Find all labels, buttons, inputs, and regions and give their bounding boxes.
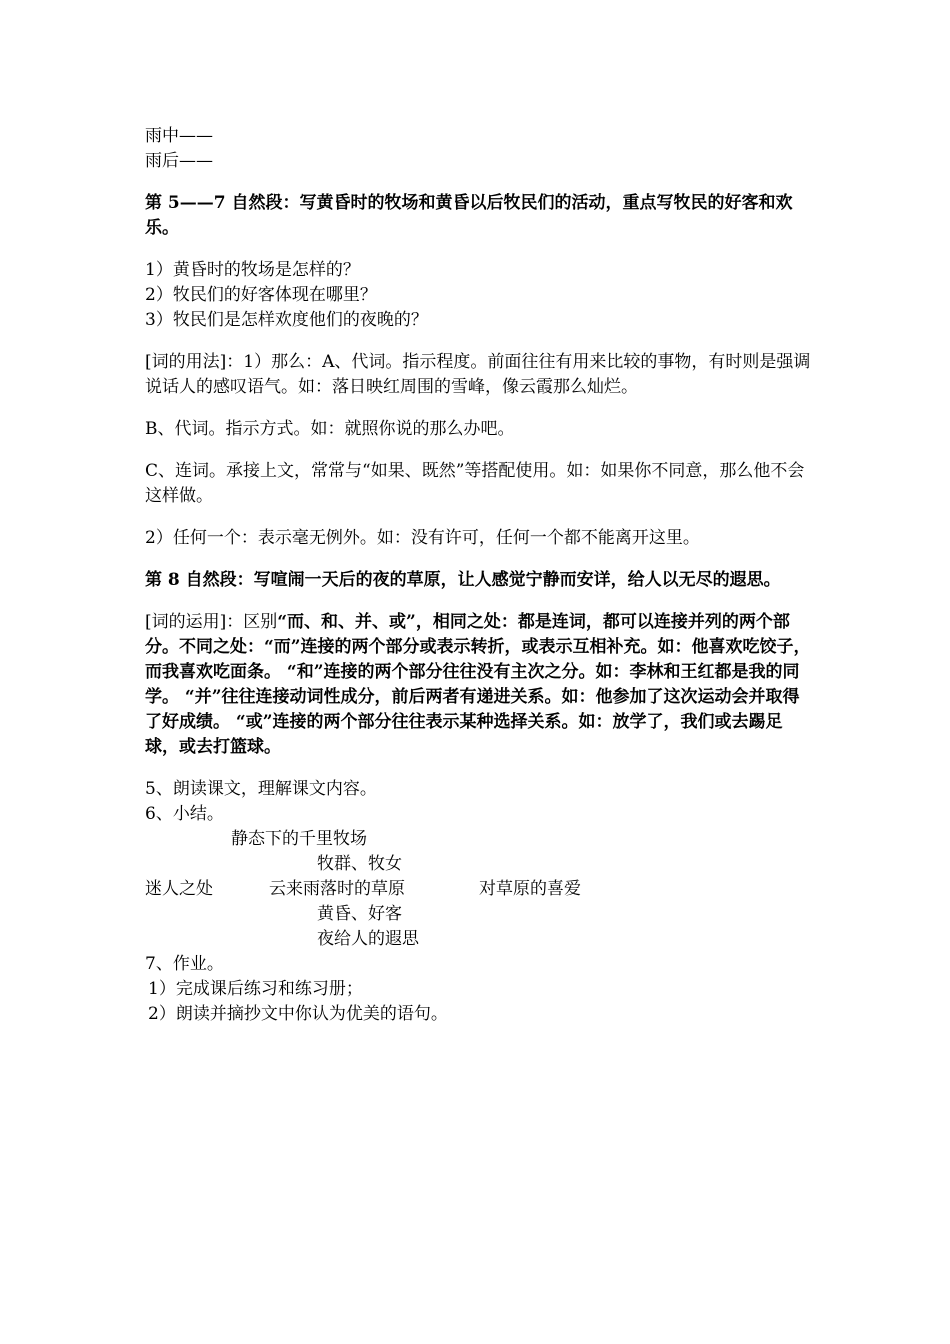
summary-board xyxy=(145,827,815,952)
summary-item-3: 云来雨落时的草原 xyxy=(269,879,405,899)
word-application xyxy=(145,610,815,760)
question-2: 2）牧民们的好客体现在哪里？ xyxy=(145,285,377,305)
summary-left-label: 迷人之处 xyxy=(145,879,213,899)
word-usage-1: [词的用法]：1）那么：A、代词。指示程度。前面往往有用来比较的事物，有时则是强调说话人的感叹语气。如：落日映红周围的雪峰，像云霞那么灿烂。 xyxy=(145,352,811,397)
section-title-paragraph-5-7: 第 5——7 自然段：写黄昏时的牧场和黄昏以后牧民们的活动，重点写牧民的好客和欢乐。 xyxy=(145,193,793,238)
summary-item-1: 静态下的千里牧场 xyxy=(231,829,367,849)
document-page xyxy=(145,124,815,1027)
homework-2: 2）朗读并摘抄文中你认为优美的语句。 xyxy=(148,1004,448,1024)
summary-item-5: 夜给人的遐思 xyxy=(317,929,419,949)
question-3: 3）牧民们是怎样欢度他们的夜晚的？ xyxy=(145,310,428,330)
question-1: 1）黄昏时的牧场是怎样的？ xyxy=(145,260,360,280)
word-application-prefix: [词的运用]：区别 xyxy=(145,612,278,632)
homework-1: 1）完成课后练习和练习册； xyxy=(148,979,363,999)
summary-item-4: 黄昏、好客 xyxy=(317,904,402,924)
line-rain-middle: 雨中—— xyxy=(145,126,213,146)
summary-right-label: 对草原的喜爱 xyxy=(479,879,581,899)
word-application-body: “而、和、并、或”，相同之处：都是连词，都可以连接并列的两个部分。不同之处：“而”连接的两个部分或表示转折，或表示互相补充。如：他喜欢吃饺子，而我喜欢吃面条。 “和”连接的两个部分往往没有主次之分。如：李林和王红都是我的同学。 “并”往往连接动词性成分，前后两者有递进关系。如：他参加了这次运动会并取得了好成绩。 “或”连接的两个部分往往表示某种选择关系。如：放学了，我们或去踢足球，或去打篮球。 xyxy=(145,612,811,757)
step-5: 5、朗读课文，理解课文内容。 xyxy=(145,779,377,799)
line-rain-after: 雨后—— xyxy=(145,151,213,171)
section-title-paragraph-8: 第 8 自然段：写喧闹一天后的夜的草原，让人感觉宁静而安详，给人以无尽的遐思。 xyxy=(145,570,781,590)
word-usage-2: 2）任何一个：表示毫无例外。如：没有许可，任何一个都不能离开这里。 xyxy=(145,528,700,548)
word-usage-c: C、连词。承接上文，常常与“如果、既然”等搭配使用。如：如果你不同意，那么他不会这样做。 xyxy=(145,461,805,506)
step-7: 7、作业。 xyxy=(145,954,224,974)
summary-item-2: 牧群、牧女 xyxy=(317,854,402,874)
step-6: 6、小结。 xyxy=(145,804,224,824)
word-usage-b: B、代词。指示方式。如：就照你说的那么办吧。 xyxy=(145,419,515,439)
